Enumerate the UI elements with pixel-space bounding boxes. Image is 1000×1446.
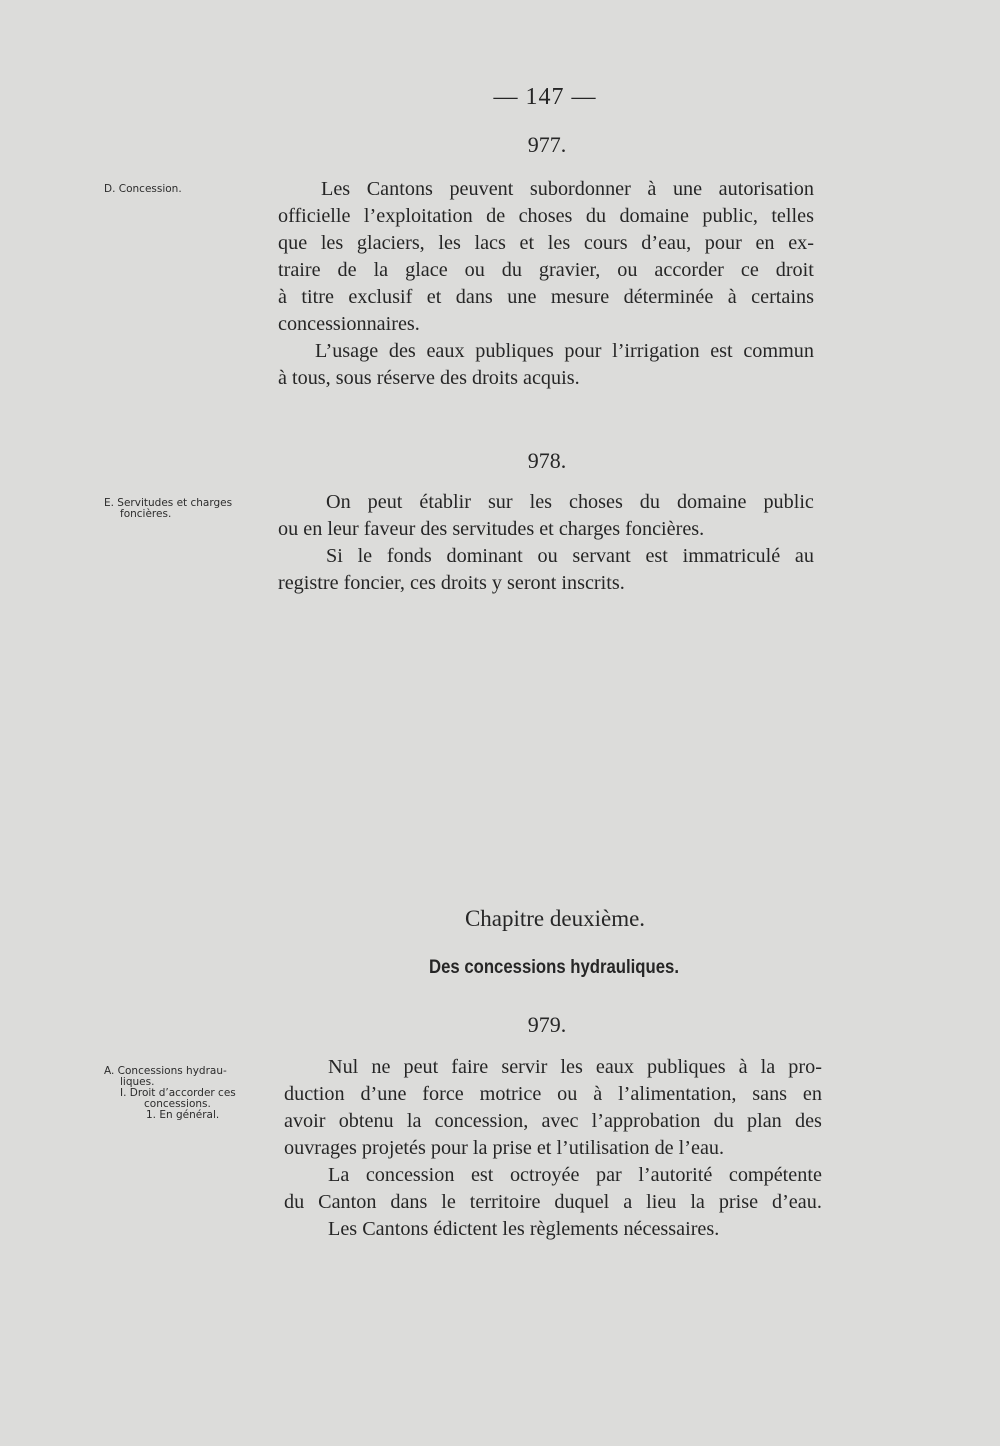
text-line: concessionnaires.	[278, 313, 420, 335]
text-line: Les Cantons peuvent subordonner à une autorisation	[321, 178, 814, 200]
margin-note-line: concessions.	[144, 1098, 211, 1110]
article-number-978: 978.	[527, 448, 567, 473]
chapter-title: Chapitre deuxième.	[464, 906, 646, 931]
margin-note-line: D. Concession.	[104, 183, 182, 195]
text-line: duction d’une force motrice ou à l’alimentation, sans en	[284, 1083, 822, 1105]
text-line: ouvrages projetés pour la prise et l’utilisation de l’eau.	[284, 1137, 725, 1159]
margin-note-line: A. Concessions hydrau-	[104, 1065, 227, 1077]
article-977-text	[278, 176, 814, 392]
text-line: Si le fonds dominant ou servant est immatriculé au	[326, 545, 814, 567]
text-line: du Canton dans le territoire duquel a lieu la prise d’eau.	[284, 1191, 822, 1213]
text-line: registre foncier, ces droits y seront inscrits.	[278, 572, 625, 594]
text-line: L’usage des eaux publiques pour l’irrigation est commun	[315, 340, 814, 362]
text-line: que les glaciers, les lacs et les cours d’eau, pour en ex-	[278, 232, 814, 254]
text-line: Nul ne peut faire servir les eaux publiques à la pro-	[328, 1056, 822, 1078]
margin-note-concessions-hydrauliques	[104, 1066, 279, 1121]
chapter-subtitle: Des concessions hydrauliques.	[429, 957, 679, 978]
article-979-text	[284, 1054, 822, 1243]
article-number-979: 979.	[527, 1012, 567, 1037]
text-line: On peut établir sur les choses du domaine public	[326, 491, 814, 513]
margin-note-line: 1. En général.	[146, 1109, 220, 1121]
text-line: La concession est octroyée par l’autorité compétente	[328, 1164, 822, 1186]
article-number-977: 977.	[527, 132, 567, 157]
text-line: à tous, sous réserve des droits acquis.	[278, 367, 580, 389]
article-978-text	[278, 489, 814, 597]
margin-note-line: E. Servitudes et charges	[104, 497, 233, 509]
margin-note-servitudes	[104, 498, 279, 520]
margin-note-line: liques.	[120, 1076, 155, 1088]
text-line: Les Cantons édictent les règlements nécessaires.	[328, 1218, 720, 1240]
text-line: ou en leur faveur des servitudes et charges foncières.	[278, 518, 705, 540]
text-line: à titre exclusif et dans une mesure déterminée à certains	[278, 286, 814, 308]
text-line: avoir obtenu la concession, avec l’approbation du plan des	[284, 1110, 822, 1132]
margin-note-concession	[104, 184, 279, 195]
text-line: officielle l’exploitation de choses du domaine public, telles	[278, 205, 814, 227]
page-number: — 147 —	[493, 84, 597, 110]
text-line: traire de la glace ou du gravier, ou accorder ce droit	[278, 259, 814, 281]
margin-note-line: I. Droit d’accorder ces	[120, 1087, 236, 1099]
margin-note-line: foncières.	[120, 508, 172, 520]
